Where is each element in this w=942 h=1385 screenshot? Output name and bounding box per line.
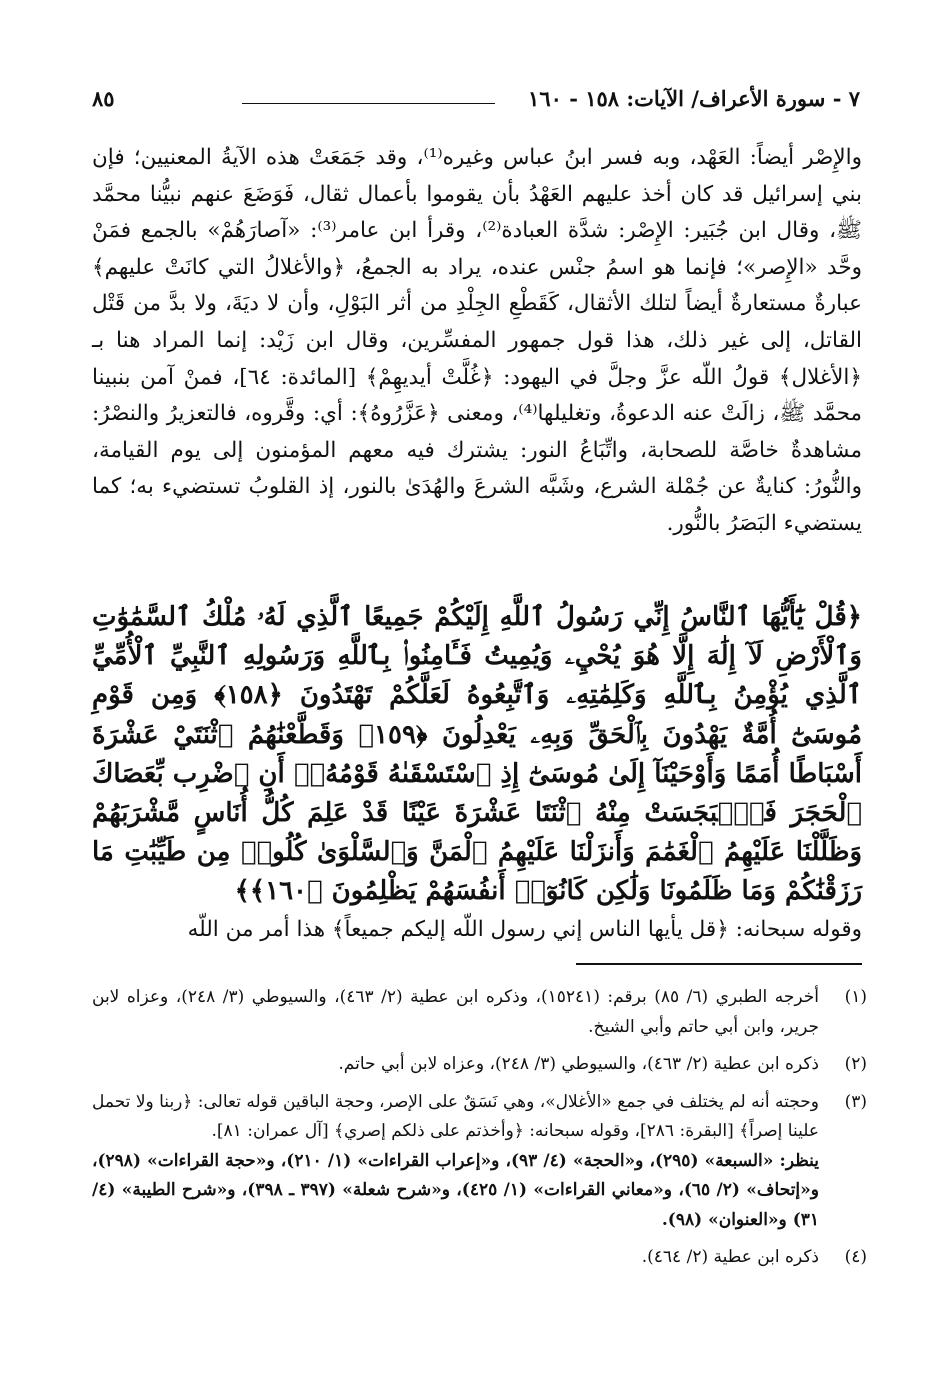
footnote xyxy=(92,1050,867,1080)
footnotes xyxy=(92,983,867,1281)
quran-verses-block xyxy=(92,598,862,912)
footnote-number: (٣) xyxy=(844,1091,867,1112)
surah-title: ٧ - سورة الأعراف/ الآيات: ١٥٨ - ١٦٠ xyxy=(528,86,860,111)
footnote-references: ينظر: «السبعة» (٢٩٥)، و«الحجة» (٤/ ٩٣)، و«إعراب القراءات» (١/ ٢١٠)، و«حجة القراءات» (٢٩٨)، و«إتحاف» (٢/ ٦٥)، و«معاني القراءات» (١/ ٤٢٥)، و«شرح شعلة» (٣٩٧ ـ ٣٩٨)، و«شرح الطيبة» (٤/ ٣١) و«العنوان» (٩٨). xyxy=(92,1150,820,1230)
footnote-separator xyxy=(576,963,862,965)
continuation-paragraph: وقوله سبحانه: ﴿قل يأيها الناس إني رسول اللّه إليكم جميعاً﴾ هذا أمر من اللّه xyxy=(187,917,862,942)
commentary-block xyxy=(92,140,862,543)
footnote-number: (٢) xyxy=(844,1054,867,1074)
commentary-paragraph: والإِصْر أيضاً: العَهْد، وبه فسر ابنُ عباس وغيره⁽¹⁾، وقد جَمَعَتْ هذه الآيةُ المعنيين؛ فإن بني إسرائيل قد كان أخذ عليهم العَهْدُ بأن يقوموا بأعمال ثقال، فَوَضَعَ عنهم نبيُّنا محمَّد ﷺ، وقال ابن جُبَير: الإِصْر: شدَّة العبادة⁽²⁾، وقرأ ابن عامر⁽³⁾: «آصارَهُمْ» بالجمع فمَنْ وحَّد «الإِصر»؛ فإنما هو اسمُ جنْس عنده، يراد به الجمعُ، ﴿والأغلالُ التي كانَتْ عليهم﴾ عبارةٌ مستعارةٌ أيضاً لتلك الأثقال، كَقَطْعِ الجِلْدِ من أثر البَوْلِ، وأن لا ديَةَ، ولا بدَّ من قَتْل القاتل، إلى غير ذلك، هذا قول جمهور المفسِّرين، وقال ابن زَيْد: إنما المراد هنا بـ ﴿الأغلال﴾ قولُ اللّه عزَّ وجلَّ في اليهود: ﴿غُلَّتْ أيديهِمْ﴾ [المائدة: ٦٤]، فمنْ آمن بنبينا محمَّد ﷺ، زالَتْ عنه الدعوةُ، وتغليلها⁽⁴⁾، ومعنى ﴿عَزَّرُوهُ﴾: أي: وقَّروه، فالتعزيرُ والنصْرُ: مشاهدةٌ خاصَّة للصحابة، واتِّبَاعُ النور: يشترك فيه معهم المؤمنون إلى يوم القيامة، والنُّورُ: كنايةٌ عن جُمْلة الشرع، وشَبَّه الشرعَ والهُدَىٰ بالنور، إذ القلوبُ تستضيء به؛ كما يستضيء البَصَرُ بالنُّور. xyxy=(92,145,863,536)
quran-verses: ﴿قُلْ يَٰٓأَيُّهَا ٱلنَّاسُ إِنِّي رَسُولُ ٱللَّهِ إِلَيْكُمْ جَمِيعًا ٱلَّذِي لَهُۥ مُلْكُ ٱلسَّمَٰوَٰتِ وَٱلْأَرْضِ لَآ إِلَٰهَ إِلَّا هُوَ يُحْيِۦ وَيُمِيتُ فَـَٔامِنُوا۟ بِٱللَّهِ وَرَسُولِهِ ٱلنَّبِيِّ ٱلْأُمِّيِّ ٱلَّذِي يُؤْمِنُ بِٱللَّهِ وَكَلِمَٰتِهِۦ وَٱتَّبِعُوهُ لَعَلَّكُمْ تَهْتَدُونَ ﴿١٥٨﴾ وَمِن قَوْمِ مُوسَىٰٓ أُمَّةٌ يَهْدُونَ بِٱلْحَقِّ وَبِهِۦ يَعْدِلُونَ ﴿١٥٩﴾ وَقَطَّعْنَٰهُمُ ٱثْنَتَيْ عَشْرَةَ أَسْبَاطًا أُمَمًا وَأَوْحَيْنَآ إِلَىٰ مُوسَىٰٓ إِذِ ٱسْتَسْقَىٰهُ قَوْمُهُۥٓ أَنِ ٱضْرِب بِّعَصَاكَ ٱلْحَجَرَ فَٱنۢبَجَسَتْ مِنْهُ ٱثْنَتَا عَشْرَةَ عَيْنًا قَدْ عَلِمَ كُلُّ أُنَاسٍ مَّشْرَبَهُمْ وَظَلَّلْنَا عَلَيْهِمُ ٱلْغَمَٰمَ وَأَنزَلْنَا عَلَيْهِمُ ٱلْمَنَّ وَٱلسَّلْوَىٰ كُلُوا۟ مِن طَيِّبَٰتِ مَا رَزَقْنَٰكُمْ وَمَا ظَلَمُونَا وَلَٰكِن كَانُوٓا۟ أَنفُسَهُمْ يَظْلِمُونَ ﴿١٦٠﴾﴾ xyxy=(92,602,862,907)
footnote xyxy=(92,1243,867,1273)
footnote-number: (٤) xyxy=(844,1247,867,1267)
footnote-text: ذكره ابن عطية (٢/ ٤٦٣)، والسيوطي (٣/ ٢٤٨)، وعزاه لابن أبي حاتم. xyxy=(338,1054,819,1074)
continuation-block xyxy=(92,912,862,948)
footnote xyxy=(92,1088,867,1236)
header-rule xyxy=(242,103,495,104)
footnote-number: (١) xyxy=(844,987,867,1007)
page-number: ٨٥ xyxy=(92,86,115,111)
running-header xyxy=(92,86,860,120)
footnote-text: ذكره ابن عطية (٢/ ٤٦٤). xyxy=(641,1247,819,1267)
footnote-text: وحجته أنه لم يختلف في جمع «الأغلال»، وهي نَسَقٌ على الإصر، وحجة الباقين قوله تعالى: ﴿ربنا ولا تحمل علينا إصراً﴾ [البقرة: ٢٨٦]، وقوله سبحانه: ﴿وأخذتم على ذلكم إصري﴾ [آل عمران: ٨١]. xyxy=(92,1091,819,1141)
footnote xyxy=(92,983,867,1042)
footnote-text: أخرجه الطبري (٦/ ٨٥) برقم: (١٥٢٤١)، وذكره ابن عطية (٢/ ٤٦٣)، والسيوطي (٣/ ٢٤٨)، وعزاه لابن جرير، وابن أبي حاتم وأبي الشيخ. xyxy=(92,987,820,1037)
